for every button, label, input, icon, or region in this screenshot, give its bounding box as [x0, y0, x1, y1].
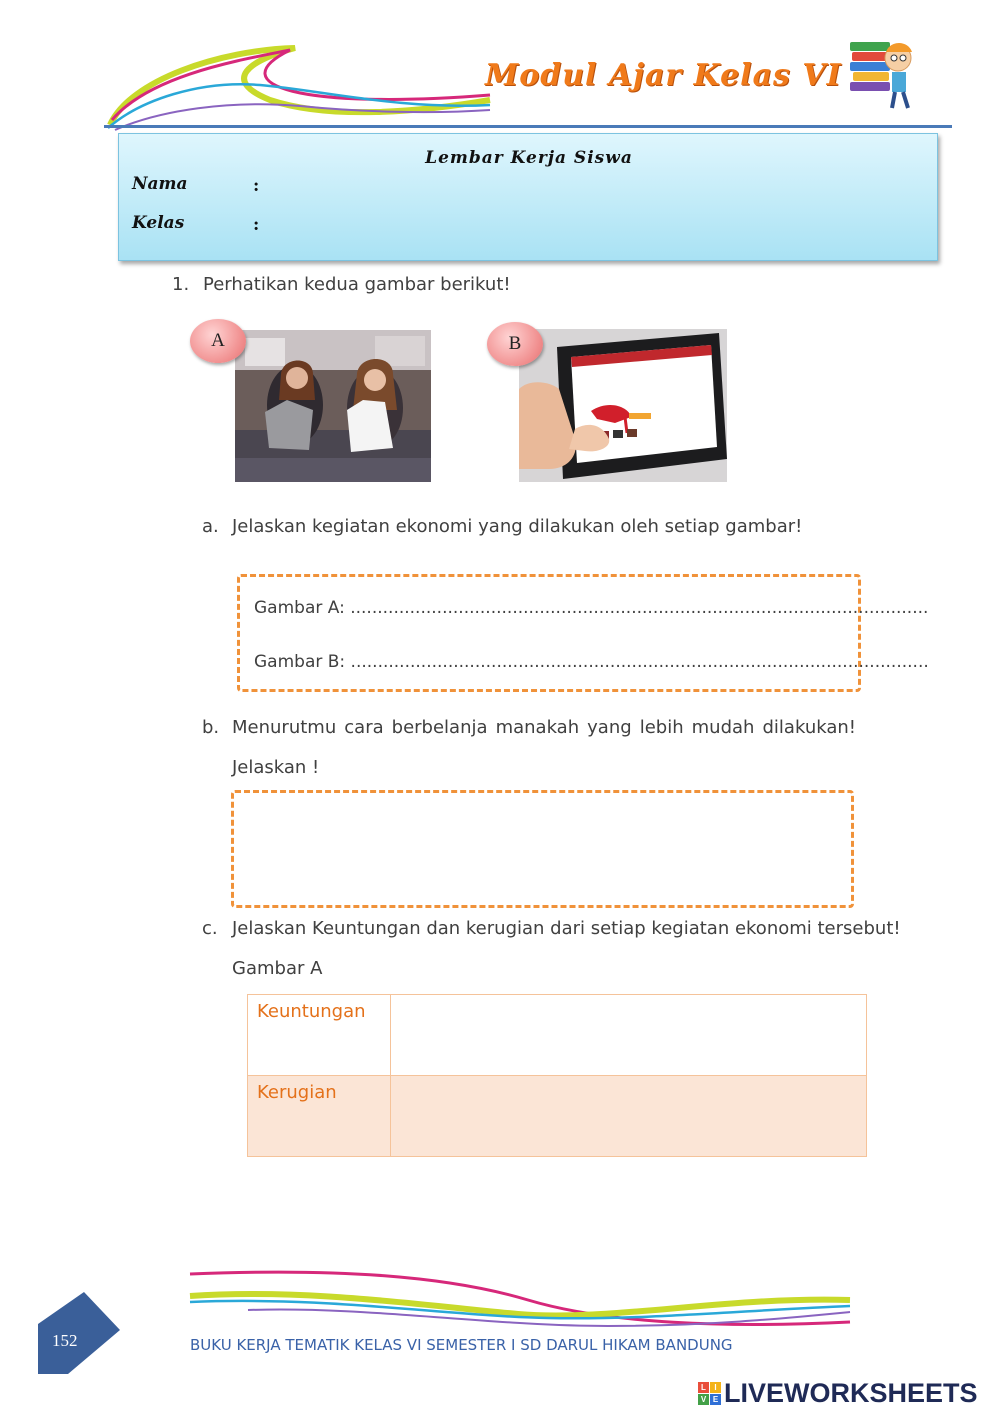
part-b-text-line2: Jelaskan !: [232, 757, 320, 778]
student-info-box: [118, 133, 938, 261]
page-number-tab: [38, 1292, 122, 1376]
table-row: [248, 995, 867, 1076]
table-row: [248, 1076, 867, 1157]
question-text: Perhatikan kedua gambar berikut!: [203, 274, 511, 295]
answer-line-gambar-a[interactable]: Gambar A: ...........................................................................................................: [254, 598, 929, 618]
page-number: 152: [52, 1331, 78, 1350]
disadvantages-label: Kerugian: [248, 1076, 391, 1157]
image-store-shopping: [235, 330, 431, 482]
footer-swirl-decoration: [188, 1266, 852, 1336]
image-b-label: B: [508, 333, 522, 354]
part-b-letter: b.: [202, 717, 220, 738]
header-divider: [104, 125, 952, 128]
part-a-letter: a.: [202, 516, 219, 537]
module-title: Modul Ajar Kelas VI: [485, 58, 842, 93]
image-online-shopping-tablet: [519, 329, 727, 482]
logo-letter: L: [698, 1382, 709, 1393]
part-c-subtitle: Gambar A: [232, 958, 323, 979]
pros-cons-table: [247, 994, 867, 1157]
image-a-label: A: [211, 330, 225, 351]
image-a-badge: [190, 319, 246, 363]
worksheet-title: Lembar Kerja Siswa: [425, 148, 633, 168]
name-colon: :: [253, 176, 260, 196]
header-swirl-decoration: [100, 40, 500, 135]
logo-letter: I: [710, 1382, 721, 1393]
liveworksheets-logo: [698, 1382, 721, 1405]
question-number: 1.: [172, 274, 190, 295]
footer-book-title: BUKU KERJA TEMATIK KELAS VI SEMESTER I SD DARUL HIKAM BANDUNG: [190, 1336, 733, 1354]
liveworksheets-watermark: [698, 1378, 978, 1409]
advantages-label: Keuntungan: [248, 995, 391, 1076]
class-colon: :: [253, 215, 260, 235]
part-a-text: Jelaskan kegiatan ekonomi yang dilakukan oleh setiap gambar!: [232, 516, 803, 537]
part-b-text-line1: Menurutmu cara berbelanja manakah yang lebih mudah dilakukan!: [232, 717, 856, 738]
books-kid-illustration: [848, 36, 918, 111]
part-c-text: Jelaskan Keuntungan dan kerugian dari setiap kegiatan ekonomi tersebut!: [232, 918, 901, 939]
liveworksheets-text: LIVEWORKSHEETS: [724, 1378, 978, 1408]
answer-box-b[interactable]: [231, 790, 854, 908]
advantages-answer-cell[interactable]: [391, 995, 867, 1076]
image-b-badge: [487, 322, 543, 366]
answer-line-gambar-b[interactable]: Gambar B: ...........................................................................................................: [254, 652, 929, 672]
logo-letter: E: [710, 1394, 721, 1405]
name-label: Nama: [132, 174, 188, 194]
part-c-letter: c.: [202, 918, 218, 939]
disadvantages-answer-cell[interactable]: [391, 1076, 867, 1157]
class-label: Kelas: [132, 213, 185, 233]
logo-letter: V: [698, 1394, 709, 1405]
answer-box-a[interactable]: [237, 574, 929, 692]
